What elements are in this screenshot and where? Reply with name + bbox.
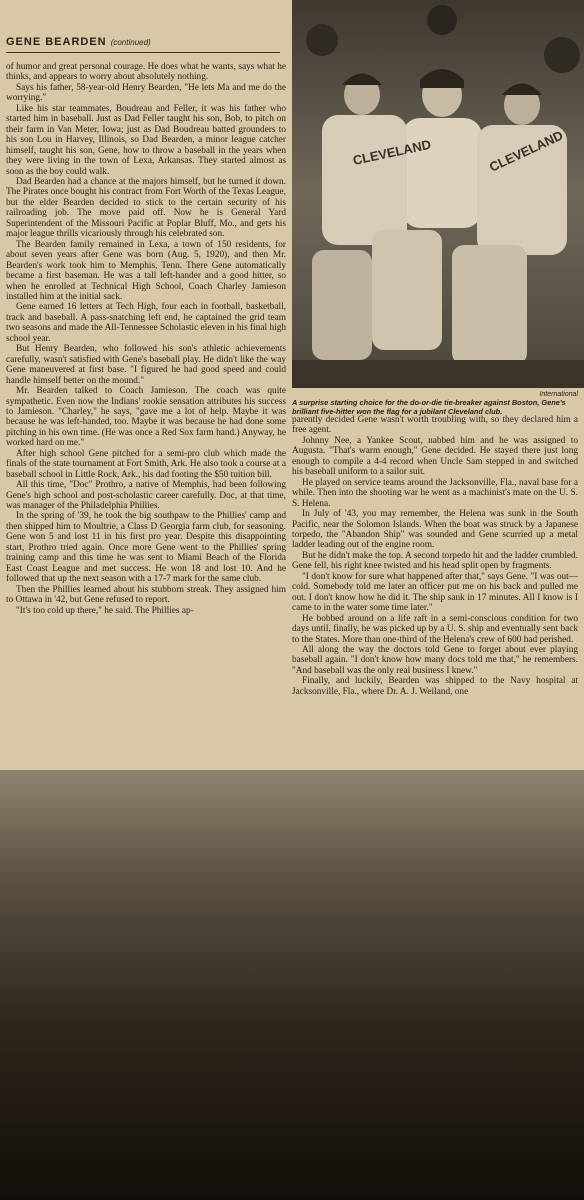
paragraph: But Henry Bearden, who followed his son's athletic achievements carefully, wasn't satisfied with Gene's baseball play. He didn't like the way Gene maneuvered at first base. "I figured he had good speed and could handle himself better on the mound." bbox=[6, 344, 286, 386]
paragraph: The Bearden family remained in Lexa, a town of 150 residents, for about seven years after Gene was born (Aug. 5, 1920), and then Mr. Bearden's work took him to Memphis, Tenn. There Gene automatically became a first baseman. He was a tall left-hander and a good hitter, so when he enrolled at Technical High School, Coach Charley Jamieson installed him at the initial sack. bbox=[6, 239, 286, 302]
photo-illustration bbox=[292, 0, 584, 388]
paragraph: Like his star teammates, Boudreau and Feller, it was his father who started him in baseball. Just as Dad Feller taught his son, Bob, to pitch on their farm in Van Meter, Iowa; just as Dad Boudreau batted grounders to his son Lou in Harvey, Illinois, so Dad Bearden, a minor league catcher himself, taught his son, Gene, how to throw a baseball in the years when they were living in the town of Lexa, Arkansas. They started almost as soon as the boy could walk. bbox=[6, 103, 286, 177]
paragraph: He bobbed around on a life raft in a semi-conscious condition for two days until, finally, he was picked up by a U. S. ship and eventually sent back to the States. More than one-third of the Helena's crew of 600 had perished. bbox=[292, 613, 578, 645]
paragraph: parently decided Gene wasn't worth troubling with, so they declared him a free agent. bbox=[292, 415, 578, 436]
paragraph: Finally, and luckily, Bearden was shipped to the Navy hospital at Jacksonville, Fla., where Dr. A. J. Weiland, one bbox=[292, 676, 578, 697]
paragraph: Says his father, 58-year-old Henry Bearden, "He lets Ma and me do the worrying." bbox=[6, 82, 286, 104]
paragraph: All along the way the doctors told Gene to forget about ever playing baseball again. "I don't know how many docs told me that," he remembers. "And baseball was the only real business I knew." bbox=[292, 644, 578, 676]
mirrored-text bbox=[0, 770, 584, 1200]
paragraph: "I don't know for sure what happened after that," says Gene. "I was out—cold. Somebody told me later an officer put me on his back and pulled me out. I don't know how he did it. The ship sank in 17 minutes. All I know is I came to in the water some time later." bbox=[292, 571, 578, 614]
article-header bbox=[6, 36, 151, 48]
paragraph: All this time, "Doc" Prothro, a native of Memphis, had been following Gene's high school and post-scholastic career carefully. Doc, at that time, was manager of the Philadelphia Phillies. bbox=[6, 480, 286, 512]
left-column bbox=[6, 62, 286, 616]
paragraph: Johnny Nee, a Yankee Scout, nabbed him and he was assigned to Augusta. "That's warm enough," Gene decided. He stayed there just long enough to compile a 4-4 record when Uncle Sam stepped in and switched his baseball uniform to a sailor suit. bbox=[292, 435, 578, 478]
jersey-lettering-right: CLEVELAND bbox=[486, 127, 566, 175]
article-title: GENE BEARDEN bbox=[6, 36, 107, 48]
mirrored-bleed-through bbox=[0, 770, 584, 1200]
paragraph: of humor and great personal courage. He does what he wants, says what he thinks, and appears to worry about absolutely nothing. bbox=[6, 62, 286, 83]
team-celebration-photo bbox=[292, 0, 584, 388]
continued-label: (continued) bbox=[110, 38, 151, 47]
paragraph: "It's too cold up there," he said. The Phillies ap- bbox=[16, 605, 194, 616]
paragraph: Gene earned 16 letters at Tech High, four each in football, basketball, track and baseball. A pass-snatching left end, he captained the grid team two seasons and made the All-Tennessee Scholastic eleven in his final high school year. bbox=[6, 302, 286, 344]
paragraph: After high school Gene pitched for a semi-pro club which made the finals of the state tournament at Fort Smith, Ark. He also took a course at a baseball school in Little Rock, Ark., his dad footing the $50 tuition bill. bbox=[6, 448, 286, 480]
paragraph: He played on service teams around the Jacksonville, Fla., naval base for a while. Then into the shooting war he went as a machinist's mate on the U. S. S. Helena. bbox=[292, 477, 578, 509]
paragraph: Dad Bearden had a chance at the majors himself, but he turned it down. The Pirates once bought his contract from Fort Worth of the Texas League, but the elder Bearden decided to stick to the certain security of his railroading job. The move paid off. Now he is General Yard Superintendent of the Missouri Pacific at Poplar Bluff, Mo., and gets his major league thrills vicariously through his celebrated son. bbox=[6, 176, 286, 240]
photo-caption: A surprise starting choice for the do-or-die tie-breaker against Boston, Gene's brilliant five-hitter won the flag for a jubilant Cleveland club. bbox=[292, 398, 566, 416]
paragraph: But he didn't make the top. A second torpedo hit and the ladder crumbled. Gene fell, his right knee twisted and his head split open by fragments. bbox=[292, 550, 578, 572]
jersey-lettering-left: CLEVELAND bbox=[351, 136, 433, 168]
paragraph: In the spring of '39, he took the big southpaw to the Phillies' camp and then shipped him to Moultrie, a Class D Georgia farm club, for seasoning. Gene won 5 and lost 11 in his first pro year. Despite this disappointing start, Prothro tried again. Once more Gene went to the Phillies' spring training camp and this time he was sent to Miami Beach of the Florida East Coast League and met success. He won 18 and lost 10. And he followed that up the next season with a 17-7 mark for the same club. bbox=[6, 511, 286, 585]
paragraph: Mr. Bearden talked to Coach Jamieson. The coach was quite sympathetic. Even now the Indians' rookie sensation attributes his success to Jamieson. "Charley," he says, "gave me a lot of help. Maybe it was because he was left-handed, too. Maybe it was because he had done some pitching in his own time. (He was once a Red Sox farm hand.) Anyway, he worked hard on me." bbox=[6, 386, 286, 449]
photo-credit: International bbox=[539, 391, 578, 398]
header-rule bbox=[6, 52, 280, 53]
right-column bbox=[292, 415, 578, 697]
paragraph: Then the Phillies learned about his stubborn streak. They assigned him to Ottawa in '42, but Gene refused to report. bbox=[6, 584, 286, 606]
paragraph: In July of '43, you may remember, the Helena was sunk in the South Pacific, near the Solomon Islands. When the boat was struck by a Japanese torpedo, the "Abandon Ship" was sounded and Gene scurried up a metal ladder leading out of the engine room. bbox=[292, 509, 578, 551]
